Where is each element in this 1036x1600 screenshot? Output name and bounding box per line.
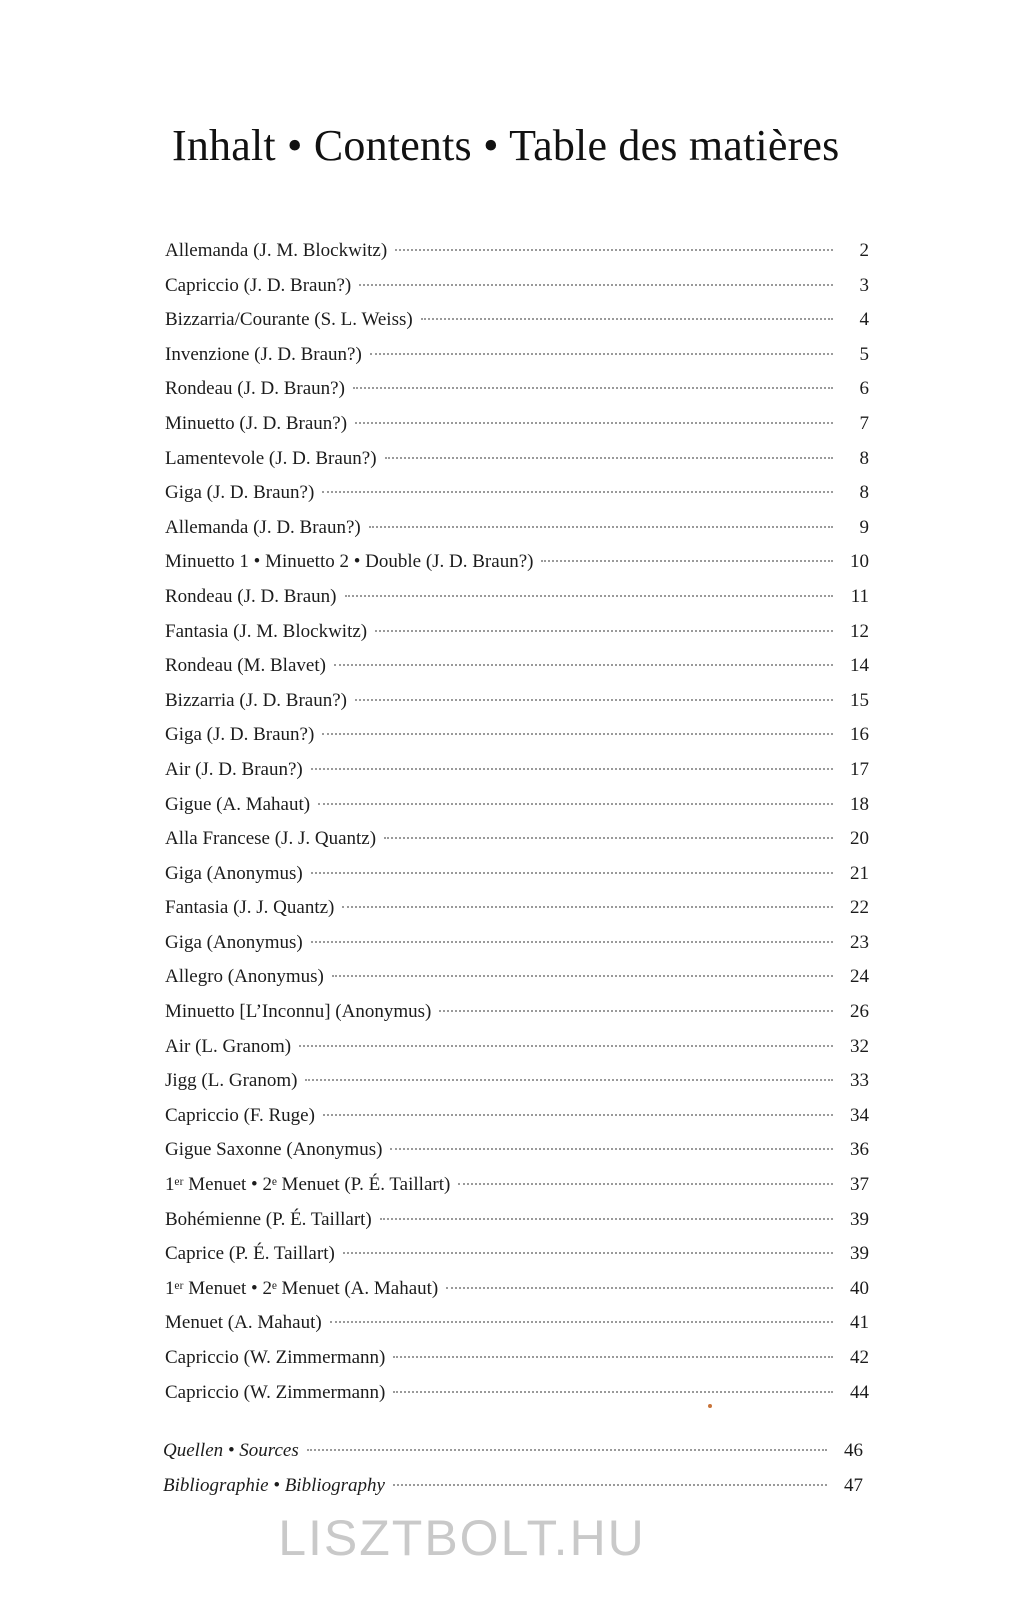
page-number: 40 — [850, 1277, 869, 1299]
toc-entry — [165, 857, 869, 892]
page-number: 10 — [850, 551, 869, 573]
toc-entry — [165, 1306, 869, 1341]
dot-leader — [323, 1114, 833, 1116]
toc-entry — [165, 788, 869, 823]
page-title: Inhalt • Contents • Table des matières — [172, 121, 840, 170]
page-number: 8 — [859, 482, 869, 504]
dot-leader — [342, 906, 833, 908]
entry-title: 1ᵉʳ Menuet • 2ᵉ Menuet (P. É. Taillart) — [165, 1174, 451, 1196]
dot-leader — [311, 768, 833, 770]
entry-title: Gigue (A. Mahaut) — [165, 793, 311, 815]
dot-leader — [446, 1287, 833, 1289]
appendix-contents — [163, 1434, 863, 1503]
entry-title: Gigue Saxonne (Anonymus) — [165, 1139, 383, 1161]
page-number: 37 — [850, 1174, 869, 1196]
entry-title: Caprice (P. É. Taillart) — [165, 1243, 335, 1265]
watermark: LISZTBOLT.HU — [278, 1510, 646, 1566]
dot-leader — [355, 422, 833, 424]
entry-title: Giga (Anonymus) — [165, 862, 303, 884]
entry-title: Fantasia (J. M. Blockwitz) — [165, 620, 368, 642]
page-number: 17 — [850, 758, 869, 780]
entry-title: Rondeau (J. D. Braun?) — [165, 378, 345, 400]
page-number: 22 — [850, 897, 869, 919]
toc-entry — [165, 1064, 869, 1099]
toc-entry — [165, 1272, 869, 1307]
dot-leader — [369, 526, 833, 528]
page-number: 6 — [859, 378, 869, 400]
entry-title: Giga (J. D. Braun?) — [165, 724, 315, 746]
page-number: 36 — [850, 1139, 869, 1161]
dot-leader — [393, 1391, 833, 1393]
entry-title: Alla Francese (J. J. Quantz) — [165, 828, 377, 850]
page-number: 26 — [850, 1001, 869, 1023]
dot-leader — [439, 1010, 833, 1012]
entry-title: Jigg (L. Granom) — [165, 1070, 298, 1092]
page-number: 14 — [850, 655, 869, 677]
toc-entry — [165, 960, 869, 995]
toc-entry — [165, 1133, 869, 1168]
entry-title: Giga (J. D. Braun?) — [165, 482, 315, 504]
table-of-contents — [165, 234, 869, 1410]
toc-entry — [165, 511, 869, 546]
entry-title: Bizzarria (J. D. Braun?) — [165, 689, 348, 711]
dot-leader — [322, 491, 833, 493]
dot-leader — [390, 1148, 833, 1150]
dot-leader — [355, 699, 833, 701]
toc-entry — [165, 649, 869, 684]
page-number: 21 — [850, 862, 869, 884]
page-number: 16 — [850, 724, 869, 746]
page-number: 4 — [859, 309, 869, 331]
entry-title: Minuetto [L’Inconnu] (Anonymus) — [165, 1001, 432, 1023]
entry-title: Fantasia (J. J. Quantz) — [165, 897, 335, 919]
toc-entry — [165, 476, 869, 511]
toc-entry — [165, 1168, 869, 1203]
entry-title: Air (J. D. Braun?) — [165, 758, 303, 780]
entry-title: Quellen • Sources — [163, 1440, 299, 1461]
page-number: 33 — [850, 1070, 869, 1092]
dot-leader — [359, 284, 833, 286]
entry-title: Capriccio (W. Zimmermann) — [165, 1347, 386, 1368]
page-number: 15 — [850, 689, 869, 711]
entry-title: Lamentevole (J. D. Braun?) — [165, 447, 377, 469]
page-number: 23 — [850, 931, 869, 953]
dot-leader — [393, 1356, 833, 1358]
page-number: 39 — [850, 1208, 869, 1230]
entry-title: Allemanda (J. D. Braun?) — [165, 516, 361, 538]
toc-entry — [165, 753, 869, 788]
toc-entry — [165, 1341, 869, 1376]
toc-entry — [165, 269, 869, 304]
toc-entry — [165, 615, 869, 650]
entry-title: Bohémienne (P. É. Taillart) — [165, 1208, 372, 1230]
toc-entry — [165, 718, 869, 753]
page-number: 9 — [859, 516, 869, 538]
toc-entry — [165, 1376, 869, 1411]
page-number: 47 — [844, 1474, 863, 1496]
dot-leader — [375, 630, 833, 632]
page-number: 42 — [850, 1347, 869, 1368]
dot-leader — [385, 457, 833, 459]
entry-title: Air (L. Granom) — [165, 1035, 292, 1057]
toc-entry — [165, 995, 869, 1030]
page-number: 20 — [850, 828, 869, 850]
entry-title: Minuetto (J. D. Braun?) — [165, 412, 348, 434]
dot-leader — [541, 560, 833, 562]
entry-title: Rondeau (M. Blavet) — [165, 655, 326, 677]
dot-leader — [421, 318, 833, 320]
toc-entry — [165, 1099, 869, 1134]
dot-leader — [305, 1079, 833, 1081]
dot-leader — [318, 803, 833, 805]
page-number: 12 — [850, 620, 869, 642]
toc-entry — [165, 338, 869, 373]
page-number: 18 — [850, 793, 869, 815]
dot-leader — [299, 1045, 833, 1047]
toc-entry — [165, 303, 869, 338]
toc-entry — [163, 1469, 863, 1504]
page-number: 44 — [850, 1381, 869, 1403]
dot-leader — [330, 1321, 833, 1323]
entry-title: Invenzione (J. D. Braun?) — [165, 343, 362, 365]
page-number: 46 — [844, 1440, 863, 1461]
toc-entry — [165, 407, 869, 442]
entry-title: Bizzarria/Courante (S. L. Weiss) — [165, 309, 413, 331]
toc-entry — [165, 822, 869, 857]
entry-title: Rondeau (J. D. Braun) — [165, 585, 337, 607]
entry-title: Bibliographie • Bibliography — [163, 1474, 385, 1496]
dot-leader — [345, 595, 834, 597]
entry-title: Menuet (A. Mahaut) — [165, 1312, 322, 1334]
entry-title: Capriccio (J. D. Braun?) — [165, 274, 352, 296]
dot-leader — [332, 975, 833, 977]
entry-title: Allegro (Anonymus) — [165, 966, 324, 988]
dot-leader — [322, 733, 833, 735]
page-number: 32 — [850, 1035, 869, 1057]
toc-entry — [165, 684, 869, 719]
dot-leader — [334, 664, 833, 666]
dot-leader — [380, 1218, 833, 1220]
entry-title: Giga (Anonymus) — [165, 931, 303, 953]
toc-entry — [165, 891, 869, 926]
entry-title: Capriccio (W. Zimmermann) — [165, 1381, 386, 1403]
entry-title: Minuetto 1 • Minuetto 2 • Double (J. D. Braun?) — [165, 551, 534, 573]
toc-entry — [165, 545, 869, 580]
page-number: 5 — [859, 343, 869, 365]
toc-entry — [165, 580, 869, 615]
dot-leader — [395, 249, 833, 251]
toc-entry — [165, 442, 869, 477]
dot-leader — [353, 387, 833, 389]
dot-leader — [370, 353, 833, 355]
dot-leader — [384, 837, 833, 839]
entry-title: Capriccio (F. Ruge) — [165, 1104, 315, 1126]
toc-entry — [165, 372, 869, 407]
dot-leader — [311, 872, 833, 874]
toc-entry — [165, 1237, 869, 1272]
dot-leader — [343, 1252, 833, 1254]
toc-entry — [165, 1030, 869, 1065]
page-number: 2 — [859, 240, 869, 261]
toc-entry — [165, 234, 869, 269]
toc-entry — [165, 1203, 869, 1238]
page-number: 8 — [859, 447, 869, 469]
page-number: 11 — [850, 585, 869, 607]
dot-leader — [307, 1449, 827, 1451]
print-speck — [708, 1404, 712, 1408]
page-number: 7 — [859, 412, 869, 434]
dot-leader — [311, 941, 833, 943]
toc-entry — [163, 1434, 863, 1469]
dot-leader — [458, 1183, 833, 1185]
toc-entry — [165, 926, 869, 961]
page-number: 3 — [859, 274, 869, 296]
dot-leader — [393, 1484, 827, 1486]
page-number: 41 — [850, 1312, 869, 1334]
page-number: 39 — [850, 1243, 869, 1265]
page-number: 24 — [850, 966, 869, 988]
page-number: 34 — [850, 1104, 869, 1126]
entry-title: 1ᵉʳ Menuet • 2ᵉ Menuet (A. Mahaut) — [165, 1277, 439, 1299]
entry-title: Allemanda (J. M. Blockwitz) — [165, 240, 388, 261]
